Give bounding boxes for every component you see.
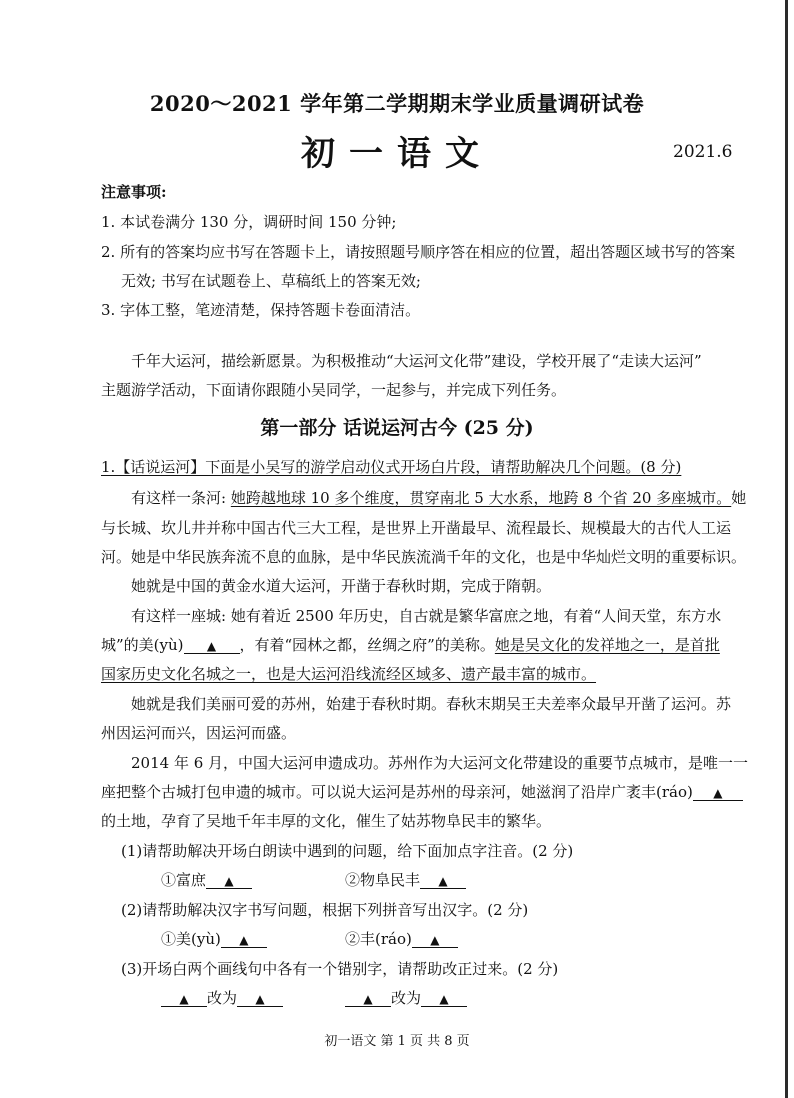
answer-blank-2b: ▲	[412, 933, 458, 948]
passage-p1-line2: 与长城、坎儿井并称中国古代三大工程，是世界上开凿最早、流程最长、规模最大的古代人工运	[101, 519, 732, 537]
sub-question-1: (1)请帮助解决开场白朗读中遇到的问题，给下面加点字注音。(2 分)	[121, 842, 574, 860]
answer-blank-2a: ▲	[221, 933, 267, 948]
underlined-sentence-2b: 国家历史文化名城之一，也是大运河沿线流经区域多、遗产最丰富的城市。	[101, 665, 597, 683]
sub-question-3-item-b: ▲ 改为 ▲	[345, 987, 467, 1008]
passage-p3-line2: 州因运河而兴，因运河而盛。	[101, 724, 297, 742]
passage-p4-line3: 的土地，孕育了吴地千年丰厚的文化，催生了姑苏物阜民丰的繁华。	[101, 812, 552, 830]
passage-p4-line2: 座把整个古城打包申遗的城市。可以说大运河是苏州的母亲河，她滋润了沿岸广袤丰(ráo) ▲	[101, 781, 743, 802]
answer-blank-yu: ▲	[184, 639, 240, 654]
passage-p1-line4: 她就是中国的黄金水道大运河，开凿于春秋时期，完成于隋朝。	[131, 577, 552, 595]
question-1-stem: 1.【话说运河】下面是小吴写的游学启动仪式开场白片段，请帮助解决几个问题。(8 分)	[101, 458, 682, 476]
section-title: 第一部分 话说运河古今 (25 分)	[260, 417, 534, 439]
notice-item-2-cont: 无效; 书写在试题卷上、草稿纸上的答案无效;	[121, 272, 421, 290]
passage-p1-line1: 有这样一条河: 她跨越地球 10 多个维度，贯穿南北 5 大水系，地跨 8 个省 20 多座城市。她	[131, 489, 747, 507]
answer-blank-3b-right: ▲	[421, 992, 467, 1007]
sub-question-2-item-b: ②丰(ráo) ▲	[345, 928, 458, 949]
page-footer: 初一语文 第 1 页 共 8 页	[324, 1034, 470, 1049]
sub-question-1-item-b: ②物阜民丰 ▲	[345, 869, 466, 890]
passage-p1-line3: 河。她是中华民族奔流不息的血脉，是中华民族流淌千年的文化，也是中华灿烂文明的重要标识。	[101, 548, 747, 566]
intro-paragraph: 千年大运河，描绘新愿景。为积极推动“大运河文化带”建设，学校开展了“走读大运河”	[131, 352, 702, 370]
answer-blank-1b: ▲	[420, 874, 466, 889]
underlined-sentence-1: 她跨越地球 10 多个维度，贯穿南北 5 大水系，地跨 8 个省 20 多座城市。	[230, 489, 732, 507]
underlined-sentence-2a: 她是吴文化的发祥地之一，是首批	[494, 636, 720, 654]
answer-blank-1a: ▲	[206, 874, 252, 889]
passage-p2-line3	[101, 663, 596, 684]
notice-item-1: 1. 本试卷满分 130 分，调研时间 150 分钟;	[101, 213, 397, 231]
passage-p4-line1: 2014 年 6 月，中国大运河申遗成功。苏州作为大运河文化带建设的重要节点城市，是唯一一	[131, 754, 749, 772]
notice-item-3: 3. 字体工整，笔迹清楚，保持答题卡卷面清洁。	[101, 301, 421, 319]
passage-p2-line1: 有这样一座城: 她有着近 2500 年历史，自古就是繁华富庶之地，有着“人间天堂，东方水	[131, 607, 722, 625]
sub-question-3-item-a: ▲ 改为 ▲	[161, 987, 283, 1008]
exam-date: 2021.6	[673, 142, 733, 162]
sub-question-3: (3)开场白两个画线句中各有一个错别字，请帮助改正过来。(2 分)	[121, 960, 559, 978]
exam-title: 2020～2021 学年第二学期期末学业质量调研试卷	[149, 91, 645, 116]
answer-blank-3a-right: ▲	[237, 992, 283, 1007]
sub-question-1-item-a: ①富庶 ▲	[161, 869, 252, 890]
sub-question-2: (2)请帮助解决汉字书写问题，根据下列拼音写出汉字。(2 分)	[121, 901, 529, 919]
answer-blank-3a-wrong: ▲	[161, 992, 207, 1007]
passage-p2-line2: 城”的美(yù) ▲ ，有着“园林之都，丝绸之府”的美称。她是吴文化的发祥地之一，是首批	[101, 636, 720, 654]
sub-question-2-item-a: ①美(yù) ▲	[161, 928, 267, 949]
intro-paragraph-cont: 主题游学活动，下面请你跟随小吴同学，一起参与，并完成下列任务。	[101, 381, 567, 399]
subject-title: 初一语文	[301, 134, 493, 174]
answer-blank-3b-wrong: ▲	[345, 992, 391, 1007]
notice-heading: 注意事项:	[101, 183, 167, 201]
answer-blank-rao: ▲	[693, 786, 743, 801]
passage-p3-line1: 她就是我们美丽可爱的苏州，始建于春秋时期。春秋末期吴王夫差率众最早开凿了运河。苏	[131, 695, 732, 713]
notice-item-2: 2. 所有的答案均应书写在答题卡上，请按照题号顺序答在相应的位置，超出答题区域书写的答案	[101, 243, 736, 261]
